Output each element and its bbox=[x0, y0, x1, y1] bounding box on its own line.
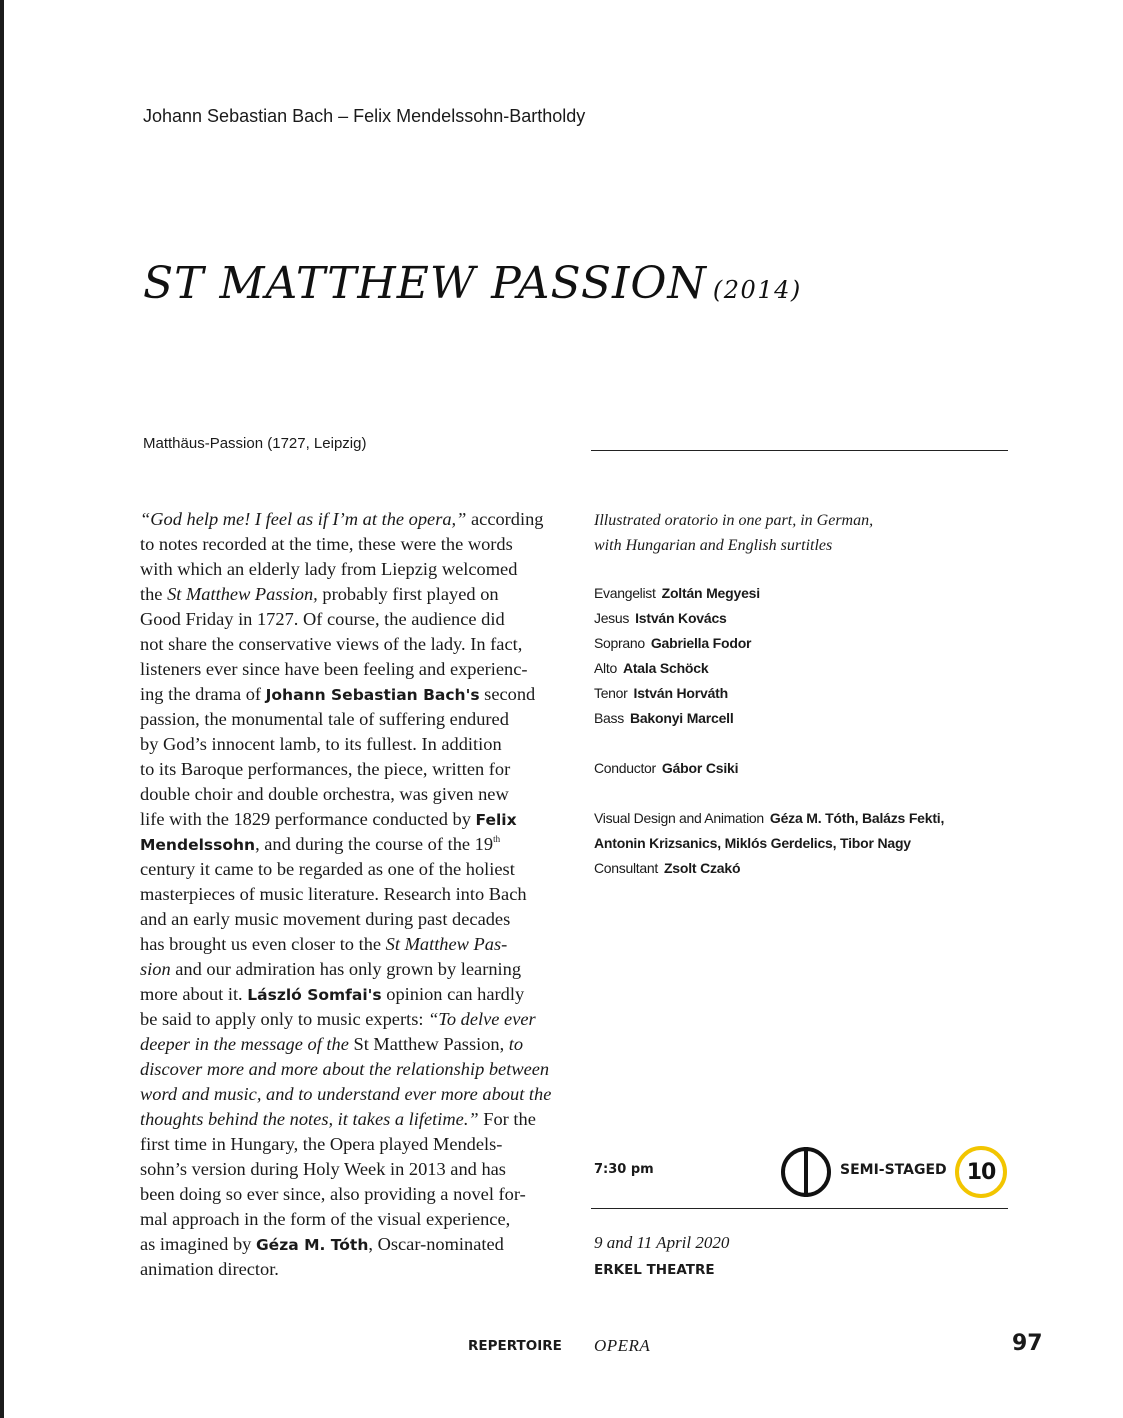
body-run: been doing so ever since, also providing a novel for- bbox=[140, 1184, 526, 1204]
body-line bbox=[140, 832, 558, 857]
body-italic-run: “To delve ever bbox=[428, 1009, 536, 1029]
credit-role: Conductor bbox=[594, 760, 656, 776]
body-line bbox=[140, 907, 558, 932]
credits-list bbox=[594, 581, 944, 881]
body-italic-run: thoughts behind the notes, it takes a lifetime.” bbox=[140, 1109, 479, 1129]
top-divider bbox=[591, 450, 1008, 451]
page-title bbox=[143, 258, 802, 309]
work-description-line: Illustrated oratorio in one part, in German, bbox=[594, 512, 874, 529]
body-line bbox=[140, 657, 558, 682]
body-run: first time in Hungary, the Opera played Mendels- bbox=[140, 1134, 503, 1154]
body-run: probably first played on bbox=[317, 584, 499, 604]
body-run: the bbox=[140, 584, 168, 604]
credit-row bbox=[594, 656, 944, 681]
body-run: masterpieces of music literature. Research into Bach bbox=[140, 884, 527, 904]
credits-gap bbox=[594, 781, 944, 806]
body-run: as imagined by bbox=[140, 1234, 256, 1254]
performance-time: 7:30 pm bbox=[594, 1162, 654, 1177]
credit-role: Alto bbox=[594, 660, 617, 676]
body-name-highlight: Géza M. Tóth bbox=[255, 1236, 369, 1254]
credit-role: Bass bbox=[594, 710, 624, 726]
credit-role: Evangelist bbox=[594, 585, 656, 601]
footer-category: OPERA bbox=[594, 1336, 651, 1355]
body-line bbox=[140, 1132, 558, 1157]
body-line bbox=[140, 982, 558, 1007]
venue: ERKEL THEATRE bbox=[594, 1262, 715, 1278]
body-text bbox=[140, 507, 558, 1282]
body-run: For the bbox=[478, 1109, 536, 1129]
body-run: and our admiration has only grown by learning bbox=[170, 959, 522, 979]
body-line bbox=[140, 932, 558, 957]
body-run: life with the 1829 performance conducted by bbox=[140, 809, 476, 829]
body-line bbox=[140, 1082, 558, 1107]
body-line bbox=[140, 1207, 558, 1232]
design-row bbox=[594, 806, 944, 831]
credit-name: István Horváth bbox=[633, 685, 728, 701]
credit-name: István Kovács bbox=[635, 610, 727, 626]
body-run: second bbox=[479, 684, 536, 704]
credit-role: Visual Design and Animation bbox=[594, 810, 764, 826]
credit-name: Zsolt Czakó bbox=[663, 860, 741, 876]
body-run: not share the conservative views of the lady. In fact, bbox=[140, 634, 523, 654]
body-line bbox=[140, 607, 558, 632]
body-line bbox=[140, 632, 558, 657]
title-text: ST MATTHEW PASSION bbox=[143, 258, 707, 309]
page-number: 97 bbox=[1012, 1331, 1043, 1356]
body-line bbox=[140, 1032, 558, 1057]
body-italic-run: word and music, and to understand ever more about the bbox=[140, 1084, 552, 1104]
work-description bbox=[594, 508, 873, 558]
body-run: be said to apply only to music experts: bbox=[140, 1009, 429, 1029]
body-line bbox=[140, 582, 558, 607]
body-run: th bbox=[493, 834, 501, 844]
body-italic-run: St Matthew Pas- bbox=[385, 934, 508, 954]
credit-name: Gabriella Fodor bbox=[650, 635, 752, 651]
body-italic-run: sion bbox=[140, 959, 171, 979]
body-run: to its Baroque performances, the piece, written for bbox=[140, 759, 511, 779]
body-line bbox=[140, 757, 558, 782]
body-run: mal approach in the form of the visual experience, bbox=[140, 1209, 511, 1229]
body-run: animation director. bbox=[140, 1259, 279, 1279]
body-italic-run: “God help me! I feel as if I’m at the opera,” bbox=[140, 509, 467, 529]
body-line bbox=[140, 1257, 558, 1282]
credit-name: Antonin Krizsanics, Miklós Gerdelics, Tibor Nagy bbox=[594, 835, 911, 851]
credit-role: Jesus bbox=[594, 610, 630, 626]
body-run: more about it. bbox=[140, 984, 248, 1004]
credits-gap bbox=[594, 731, 944, 756]
body-name-highlight: Johann Sebastian Bach's bbox=[265, 686, 480, 704]
body-line bbox=[140, 957, 558, 982]
body-run: passion, the monumental tale of suffering endured bbox=[140, 709, 509, 729]
credit-row bbox=[594, 706, 944, 731]
body-line bbox=[140, 1157, 558, 1182]
body-run: double choir and double orchestra, was given new bbox=[140, 784, 509, 804]
body-run: according bbox=[466, 509, 544, 529]
staging-label: SEMI-STAGED bbox=[840, 1162, 947, 1178]
credit-row bbox=[594, 681, 944, 706]
body-line bbox=[140, 1057, 558, 1082]
body-run: and an early music movement during past decades bbox=[140, 909, 511, 929]
body-run: opinion can hardly bbox=[381, 984, 525, 1004]
credit-row bbox=[594, 631, 944, 656]
body-line bbox=[140, 507, 558, 532]
body-line bbox=[140, 1107, 558, 1132]
body-italic-run: to bbox=[508, 1034, 524, 1054]
bottom-divider bbox=[591, 1208, 1008, 1209]
composers-line: Johann Sebastian Bach – Felix Mendelssohn-Bartholdy bbox=[143, 106, 586, 126]
title-year: (2014) bbox=[712, 276, 802, 304]
body-name-highlight: Felix bbox=[475, 811, 517, 829]
body-italic-run: deeper in the message of the bbox=[140, 1034, 349, 1054]
page-spine-edge bbox=[0, 0, 4, 1418]
body-line bbox=[140, 532, 558, 557]
body-run: with which an elderly lady from Liepzig welcomed bbox=[140, 559, 518, 579]
design-row-continued bbox=[594, 831, 944, 856]
credit-role: Consultant bbox=[594, 860, 658, 876]
work-description-line: with Hungarian and English surtitles bbox=[594, 537, 833, 554]
body-run: sohn’s version during Holy Week in 2013 and has bbox=[140, 1159, 506, 1179]
body-line bbox=[140, 682, 558, 707]
body-italic-run: discover more and more about the relationship between bbox=[140, 1059, 550, 1079]
credit-name: Atala Schöck bbox=[622, 660, 709, 676]
body-line bbox=[140, 857, 558, 882]
body-line bbox=[140, 707, 558, 732]
body-run: listeners ever since have been feeling and experienc- bbox=[140, 659, 528, 679]
credit-row bbox=[594, 581, 944, 606]
credit-row bbox=[594, 606, 944, 631]
body-run: has brought us even closer to the bbox=[140, 934, 386, 954]
body-run: Good Friday in 1727. Of course, the audience did bbox=[140, 609, 505, 629]
credit-name: Zoltán Megyesi bbox=[661, 585, 760, 601]
body-name-highlight: László Somfai's bbox=[247, 986, 382, 1004]
credit-role: Tenor bbox=[594, 685, 628, 701]
number-badge: 10 bbox=[955, 1146, 1007, 1198]
body-run: century it came to be regarded as one of the holiest bbox=[140, 859, 515, 879]
body-line bbox=[140, 1182, 558, 1207]
credit-name: Géza M. Tóth, Balázs Fekti, bbox=[769, 810, 945, 826]
original-title: Matthäus-Passion (1727, Leipzig) bbox=[143, 435, 367, 452]
body-name-highlight: Mendelssohn bbox=[140, 836, 256, 854]
body-run: to notes recorded at the time, these were the words bbox=[140, 534, 513, 554]
credit-name: Bakonyi Marcell bbox=[629, 710, 734, 726]
performance-dates: 9 and 11 April 2020 bbox=[594, 1233, 730, 1252]
body-run: ing the drama of bbox=[140, 684, 266, 704]
body-run: by God’s innocent lamb, to its fullest. In addition bbox=[140, 734, 502, 754]
body-line bbox=[140, 807, 558, 832]
body-italic-run: St Matthew Passion, bbox=[167, 584, 318, 604]
consultant-row bbox=[594, 856, 944, 881]
credit-role: Soprano bbox=[594, 635, 645, 651]
body-run: St Matthew Passion, bbox=[348, 1034, 509, 1054]
credit-name: Gábor Csiki bbox=[661, 760, 739, 776]
body-line bbox=[140, 1007, 558, 1032]
body-run: , and during the course of the 19 bbox=[255, 834, 494, 854]
conductor-row bbox=[594, 756, 944, 781]
body-line bbox=[140, 882, 558, 907]
body-line bbox=[140, 1232, 558, 1257]
semi-staged-icon bbox=[780, 1146, 832, 1198]
footer-section: REPERTOIRE bbox=[468, 1338, 562, 1354]
body-line bbox=[140, 782, 558, 807]
body-line bbox=[140, 732, 558, 757]
body-run: , Oscar-nominated bbox=[368, 1234, 504, 1254]
body-line bbox=[140, 557, 558, 582]
